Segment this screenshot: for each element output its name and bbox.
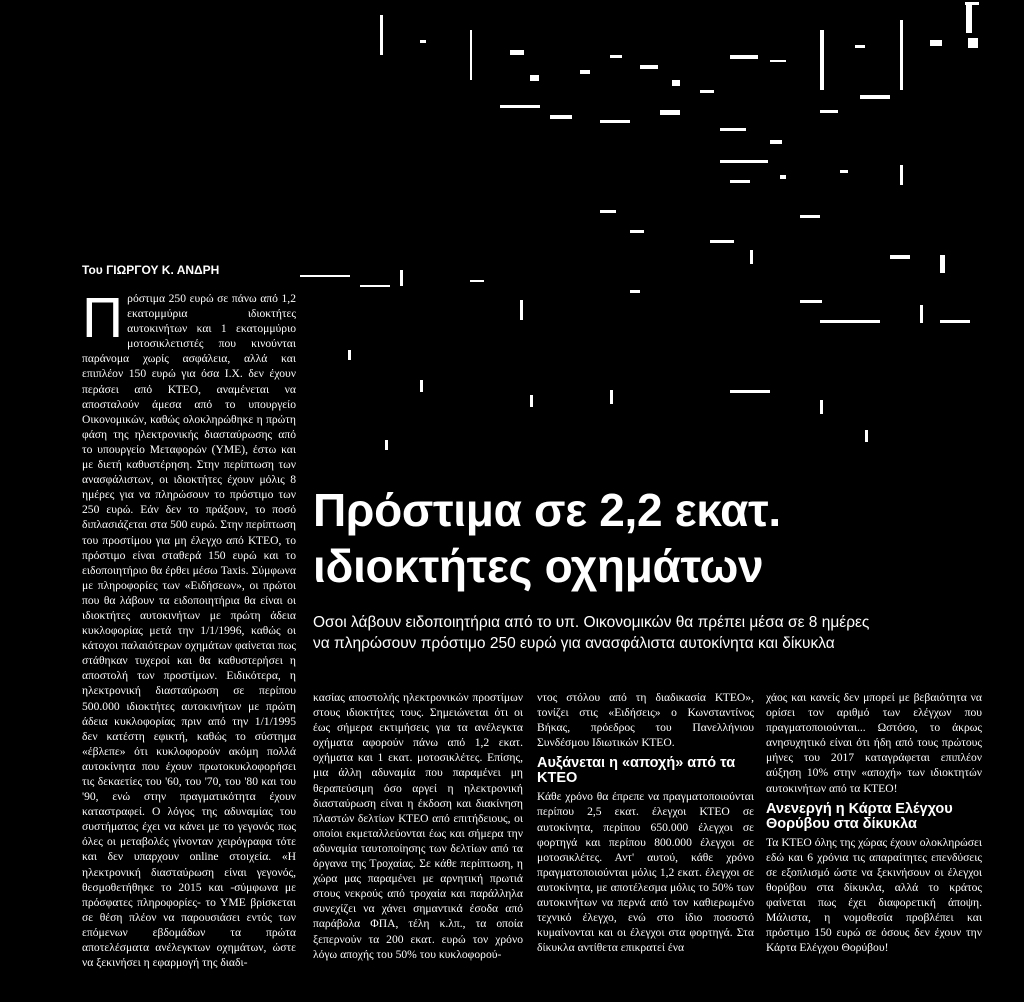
article-column-1 xyxy=(82,291,296,991)
deck-subtitle xyxy=(313,612,1018,654)
deck-line-1: Οσοι λάβουν ειδοποιητήρια από το υπ. Οικονομικών θα πρέπει μέσα σε 8 ημέρες xyxy=(313,614,870,631)
body-text: Κάθε χρόνο θα έπρεπε να πραγματοποιούνται περίπου 2,5 εκατ. έλεγχοι ΚΤΕΟ σε αυτοκίνητα, περίπου 650.000 έλεγχοι σε φορτηγά και περίπου 800.000 έλεγχοι σε μοτοσικλέτες. Αντ' αυτού, κάθε χρόνο πραγματοποιούνται μόλις 1,2 εκατ. έλεγχοι σε αυτοκίνητα, με αποτέλεσμα μόλις το 50% των αυτοκινήτων να περνά από τον καθιερωμένο τεχνικό έλεγχο, ενώ στο ίδιο ποσοστό κυμαίνονται και οι έλεγχοι στα φορτηγά. Στα δίκυκλα αντίθετα επικρατεί ένα xyxy=(537,790,754,955)
byline: Του ΓΙΩΡΓΟΥ Κ. ΑΝΔΡΗ xyxy=(82,263,220,277)
headline-line-2: ιδιοκτήτες οχημάτων xyxy=(313,540,764,592)
body-text: κασίας αποστολής ηλεκτρονικών προστίμων στους ιδιοκτήτες τους. Σημειώνεται ότι οι έως σήμερα εκτιμήσεις για τα ανέλεγκτα οχήματα αφορούν πάνω από 1,2 εκατ. οχήματα και 1 εκατ. μοτοσικλέτες. Επίσης, μια άλλη αδυναμία που παραμένει μη θεραπεύσιμη όσο αργεί η ηλεκτρονική διασταύρωση είναι η έκδοση και διακίνηση πλαστών δελτίων ΚΤΕΟ από επιτήδειους, οι οποίοι εκμεταλλεύονται έως και σήμερα την αδυναμία ταυτοποίησης των δελτίων από τα όργανα της Τροχαίας. Σε κάθε περίπτωση, η χώρα μας παραμένει με αρνητική πρωτιά στους νεκρούς από τροχαία και παράλληλα συνεχίζει να χάνει σημαντικά έσοδα από παράβολα ΦΠΑ, τέλη κ.λπ., τα οποία ξεπερνούν τα 200 εκατ. ευρώ τον χρόνο λόγω αποχής του 50% του κυκλοφορού- xyxy=(313,691,523,961)
headline-line-1: Πρόστιμα σε 2,2 εκατ. xyxy=(313,484,781,536)
deck-line-2: να πληρώσουν πρόστιμο 250 ευρώ για ανασφάλιστα αυτοκίνητα και δίκυκλα xyxy=(313,635,835,652)
body-text: Τα ΚΤΕΟ όλης της χώρας έχουν ολοκληρώσει εδώ και 6 χρόνια τις απαραίτητες επενδύσεις σε εξοπλισμό ώστε να ξεκινήσουν οι έλεγχοι θορύβου στα δίκυκλα, αλλά το κράτος φαίνεται πως έχει διαφορετική άποψη. Μάλιστα, η νομοθεσία προβλέπει και πρόστιμο 150 ευρώ σε όσους δεν έχουν την Κάρτα Ελέγχου Θορύβου! xyxy=(766,835,982,955)
drop-cap: Π xyxy=(82,291,124,350)
article-photo xyxy=(300,0,1024,480)
body-text: χάος και κανείς δεν μπορεί με βεβαιότητα να ορίσει τον αριθμό των ελέγχων που πραγματοποιούνται... Ωστόσο, το άκρως ανησυχητικό είναι ότι ήδη από τους πρώτους μήνες του 2017 καταγράφεται επιπλέον αύξηση 10% στην «αποχή» των ιδιοκτητών αυτοκινήτων από τα ΚΤΕΟ! xyxy=(766,691,982,795)
body-text: ντος στόλου από τη διαδικασία ΚΤΕΟ», τονίζει στις «Ειδήσεις» ο Κωνσταντίνος Βήκας, πρόεδρος του Πανελλήνιου Συνδέσμου Ιδιωτικών ΚΤΕΟ. xyxy=(537,691,754,750)
subheading: Αυξάνεται η «αποχή» από τα ΚΤΕΟ xyxy=(537,755,736,787)
article-column-3 xyxy=(537,690,754,996)
article-column-4 xyxy=(766,690,982,996)
subheading: Ανενεργή η Κάρτα Ελέγχου Θορύβου στα δίκυκλα xyxy=(766,800,953,832)
body-text: ρόστιμα 250 ευρώ σε πάνω από 1,2 εκατομμύρια ιδιοκτήτες αυτοκινήτων και 1 εκατομμύριο μοτοσικλετιστές που κινούνται παράνομα χωρίς ασφάλεια, αλλά και επιπλέον 150 ευρώ για όσα Ι.Χ. δεν έχουν περάσει από ΚΤΕΟ, αναμένεται να αποσταλούν άμεσα από το υπουργείο Οικονομικών, καθώς ολοκληρώθηκε η πρώτη φάση της ηλεκτρονικής διασταύρωσης από το υπουργείο Μεταφορών (ΥΜΕ), έστω και με διετή καθυστέρηση. Στην περίπτωση των ανασφάλιστων, οι ιδιοκτήτες έχουν μόλις 8 ημέρες για να πληρώσουν το πρόστιμο των 250 ευρώ. Εάν δεν το πράξουν, το ποσό διπλασιάζεται στα 500 ευρώ. Στην περίπτωση του προστίμου για μη έλεγχο από ΚΤΕΟ, το πρόστιμο είναι σταθερά 150 ευρώ και το ειδοποιητήριο θα έρθει μέσω Taxis. Σύμφωνα με πληροφορίες των «Ειδήσεων», οι πρώτοι που θα λάβουν τα ειδοποιητήρια θα είναι οι ιδιοκτήτες αυτοκινήτων με πρώτη άδεια κυκλοφορίας μετά την 1/1/1996, καθώς οι κάτοχοι παλαιότερων οχημάτων φαίνεται πως στάθηκαν τυχεροί και θα καθυστερήσει η αποστολή των προστίμων. Ειδικότερα, η ηλεκτρονική διασταύρωση σε περίπου 500.000 ιδιοκτήτες αυτοκινήτων με πρώτη άδεια κυκλοφορίας πριν από την 1/1/1995 δεν κατέστη εφικτή, καθώς το σύστημα «έβλεπε» ότι κυκλοφορούν ακόμη πολλά αυτοκίνητα που έχουν πρωτοκυκλοφορήσει τις δεκαετίες του '60, του '70, του '80 και του '90, ενώ στην πραγματικότητα έχουν καταστραφεί. Ο λόγος της αδυναμίας του συστήματος έχει να κάνει με το γεγονός πως όλες οι μεταβολές γίνονταν χειρόγραφα τότε και δεν υπαρχουν online στοιχεία. «Η ηλεκτρονική διασταύρωση είναι γεγονός, θεσμοθετήθηκε το 2015 και -σύμφωνα με πρόσφατες πληροφορίες- το ΥΜΕ βρίσκεται σε θέση πλέον να παρουσιάσει εντός των επόμενων εβδομάδων τα πρώτα αποτελέσματα ανέλεγκτων οχημάτων, ώστε να ξεκινήσει η εφαρμογή της διαδι- xyxy=(82,292,296,970)
article-column-2 xyxy=(313,690,523,996)
headline xyxy=(313,482,1018,594)
